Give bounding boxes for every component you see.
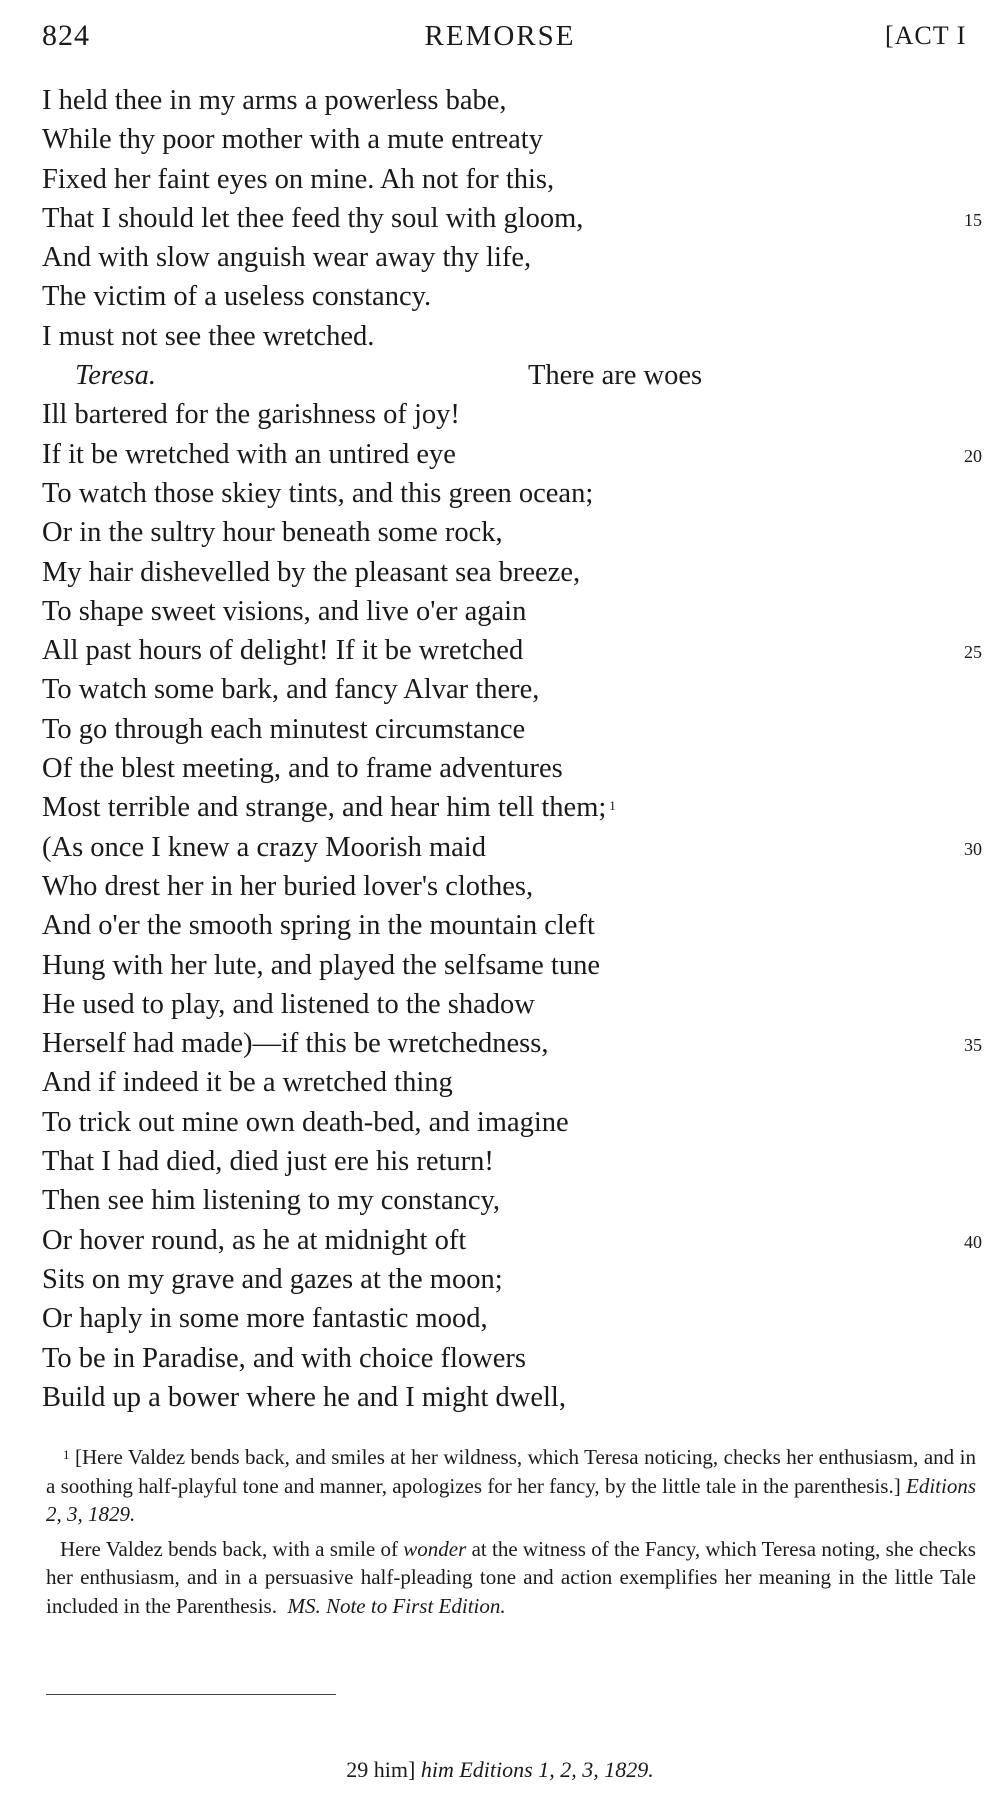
poem-line-text: Hung with her lute, and played the selfsame tune [42, 949, 600, 981]
page-number: 824 [42, 19, 90, 52]
poem-line-text: To shape sweet visions, and live o'er again [42, 595, 527, 627]
footnote-reference[interactable]: 1 [609, 798, 616, 814]
poem-line-text: He used to play, and listened to the shadow [42, 988, 535, 1020]
poem-line-text: Who drest her in her buried lover's clothes, [42, 870, 534, 902]
line-number: 25 [964, 642, 982, 663]
ms-note-source: MS. Note to First Edition. [287, 1593, 506, 1618]
poem-line [42, 1063, 982, 1102]
running-title: REMORSE [424, 20, 576, 52]
poem-line [42, 906, 982, 945]
poem-line-text: And if indeed it be a wretched thing [42, 1067, 453, 1099]
poem-line [42, 828, 982, 867]
ms-note-text-end: at the witness of the Fancy, which Teresa noting, she checks her enthusiasm, and in a persuasive half-pleading tone and action exemplifies her meaning in the little Tale included in the Parenthesis. [46, 1536, 976, 1618]
poem-line [42, 1221, 982, 1260]
textual-variant [0, 1755, 1000, 1785]
poem-line [42, 277, 982, 316]
poem-line [42, 867, 982, 906]
poem-line-text: To watch those skiey tints, and this green ocean; [42, 477, 594, 509]
poem-line-text: Then see him listening to my constancy, [42, 1185, 501, 1217]
poem-line [42, 160, 982, 199]
poem-line [42, 120, 982, 159]
line-number: 30 [964, 838, 982, 859]
poem-line-text: Sits on my grave and gazes at the moon; [42, 1263, 503, 1295]
poem-line [42, 592, 982, 631]
variant-reading: him Editions 1, 2, 3, 1829. [420, 1757, 654, 1782]
poem-line-text: Or in the sultry hour beneath some rock, [42, 517, 503, 549]
poem-line-text: And with slow anguish wear away thy life, [42, 242, 532, 274]
poem-line [42, 513, 982, 552]
poem-line-text: Build up a bower where he and I might dwell, [42, 1381, 566, 1413]
poem-line [42, 395, 982, 434]
line-number: 15 [964, 209, 982, 230]
poem-line-text: Herself had made)—if this be wretchedness, [42, 1028, 549, 1060]
poem-line [42, 1339, 982, 1378]
poem-line [42, 553, 982, 592]
poem-line [42, 317, 982, 356]
poem-line [42, 788, 982, 827]
poem-line [42, 1378, 982, 1417]
poem-line [42, 670, 982, 709]
ms-note-text-start: Here Valdez bends back, with a smile of [60, 1536, 404, 1561]
poem-line [42, 1181, 982, 1220]
footnote-1-ms-note [46, 1535, 976, 1621]
poem-line-text: To be in Paradise, and with choice flowers [42, 1342, 526, 1374]
poem-line [42, 946, 982, 985]
poem-line [42, 238, 982, 277]
footnote-1 [46, 1443, 976, 1529]
variant-line-number: 29 [346, 1757, 369, 1782]
poem-line [42, 81, 982, 120]
poem-line [42, 1260, 982, 1299]
poem-line [42, 474, 982, 513]
poem-line-text: That I should let thee feed thy soul with gloom, [42, 202, 584, 234]
footnote-divider [46, 1694, 336, 1695]
poem-line [42, 1024, 982, 1063]
poem-line [42, 749, 982, 788]
poem-line-text: If it be wretched with an untired eye [42, 438, 456, 470]
ms-note-emphasis: wonder [403, 1536, 467, 1561]
poem-text [42, 81, 982, 1417]
poem-line-text: To go through each minutest circumstance [42, 713, 526, 745]
poem-line [42, 1299, 982, 1338]
speaker-name: Teresa. [75, 360, 157, 392]
poem-line-text: To trick out mine own death-bed, and imagine [42, 1106, 569, 1138]
poem-line-text: That I had died, died just ere his return! [42, 1146, 494, 1178]
poem-line [42, 631, 982, 670]
poem-line [42, 710, 982, 749]
poem-line-text: My hair dishevelled by the pleasant sea breeze, [42, 556, 581, 588]
poem-line-text: And o'er the smooth spring in the mountain cleft [42, 910, 595, 942]
poem-line [42, 1103, 982, 1142]
act-marker: [ACT I [885, 21, 967, 50]
poem-line-text: I held thee in my arms a powerless babe, [42, 85, 507, 116]
poem-line [42, 435, 982, 474]
footnotes [46, 1443, 976, 1621]
poem-line-text: Fixed her faint eyes on mine. Ah not for this, [42, 163, 555, 195]
poem-line [42, 356, 982, 395]
poem-line-text: I must not see thee wretched. [42, 320, 375, 352]
variant-lemma: him] [373, 1757, 416, 1782]
poem-line-text: Or haply in some more fantastic mood, [42, 1303, 488, 1335]
poem-line-text: (As once I knew a crazy Moorish maid [42, 831, 486, 863]
poem-line-text: While thy poor mother with a mute entreaty [42, 124, 543, 156]
poem-line-text: Or hover round, as he at midnight oft [42, 1224, 467, 1256]
poem-line [42, 985, 982, 1024]
poem-line-text: Most terrible and strange, and hear him tell them; [42, 792, 607, 824]
poem-line-text: Ill bartered for the garishness of joy! [42, 399, 460, 431]
poem-line-text: All past hours of delight! If it be wretched [42, 635, 524, 667]
footnote-1-text: [Here Valdez bends back, and smiles at her wildness, which Teresa noticing, checks her enthusiasm, and in a soothing half-playful tone and manner, apologizes for her fancy, by the little tale in the parenthesis.] [46, 1445, 976, 1498]
line-number: 40 [964, 1231, 982, 1252]
poem-line [42, 1142, 982, 1181]
poem-line-text: The victim of a useless constancy. [42, 281, 432, 313]
line-number: 20 [964, 445, 982, 466]
footnote-1-source: Editions 2, 3, 1829. [46, 1473, 977, 1527]
poem-line-text: Of the blest meeting, and to frame adventures [42, 753, 563, 785]
line-number: 35 [964, 1035, 982, 1056]
footnote-marker: 1 [63, 1447, 70, 1462]
poem-line-text: To watch some bark, and fancy Alvar there, [42, 674, 540, 706]
poem-line-text: There are woes [528, 360, 703, 392]
poem-line [42, 199, 982, 238]
